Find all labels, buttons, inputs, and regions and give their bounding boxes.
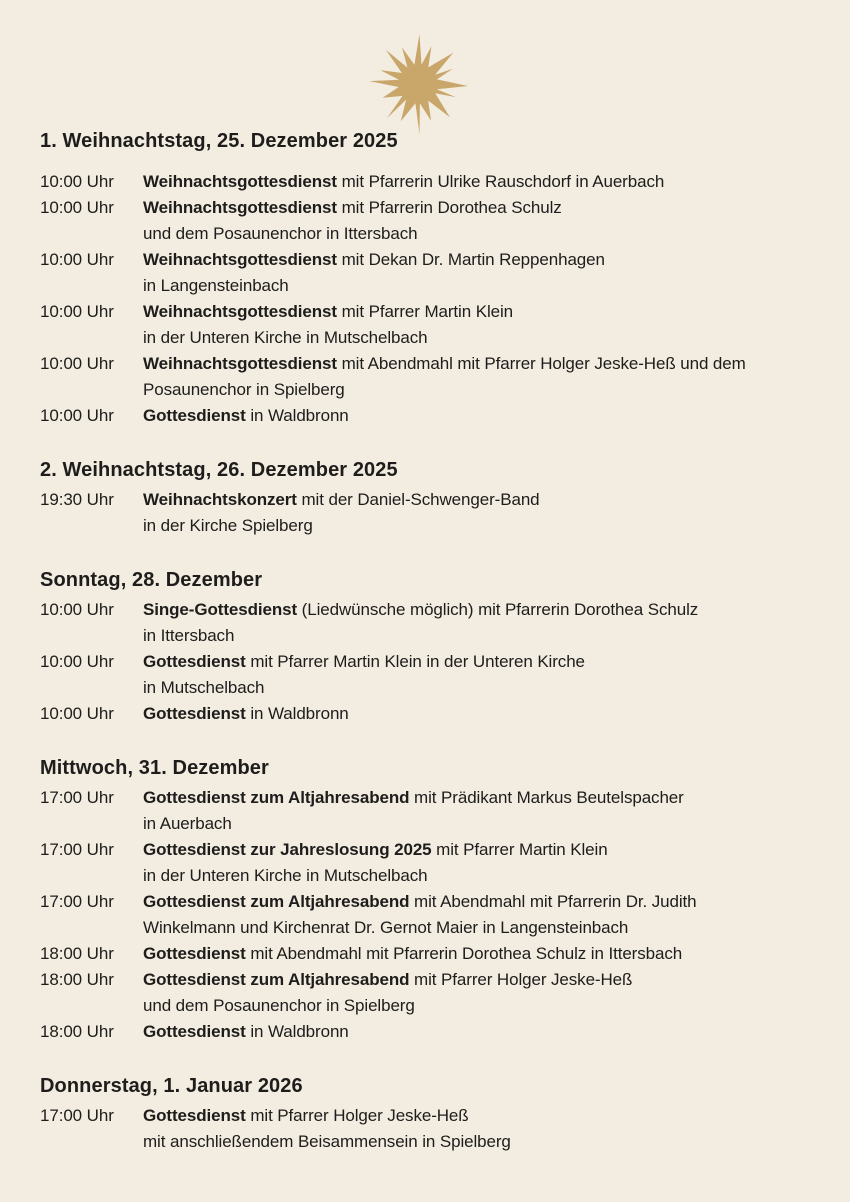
section-heading: 1. Weihnachtstag, 25. Dezember 2025: [40, 130, 398, 152]
event-row: [40, 351, 818, 403]
schedule-section: [40, 567, 818, 727]
event-line-continued: und dem Posaunenchor in Ittersbach: [143, 224, 418, 243]
event-line: Singe-Gottesdienst (Liedwünsche möglich) mit Pfarrerin Dorothea Schulz: [143, 600, 699, 619]
event-line-continued: Winkelmann und Kirchenrat Dr. Gernot Maier in Langensteinbach: [143, 918, 629, 937]
event-line-continued: in Auerbach: [143, 814, 232, 833]
event-row: [40, 889, 818, 941]
event-line: Weihnachtsgottesdienst mit Dekan Dr. Martin Reppenhagen: [143, 250, 605, 269]
event-description: [143, 351, 818, 403]
event-title: Weihnachtsgottesdienst: [143, 172, 337, 191]
event-row: [40, 597, 818, 649]
event-row: [40, 1103, 818, 1155]
event-time: 17:00 Uhr: [40, 788, 114, 807]
event-row: [40, 649, 818, 701]
event-title: Gottesdienst: [143, 944, 246, 963]
event-line-continued: in der Unteren Kirche in Mutschelbach: [143, 866, 428, 885]
event-title: Weihnachtsgottesdienst: [143, 354, 337, 373]
event-title: Gottesdienst: [143, 704, 246, 723]
event-line: Weihnachtskonzert mit der Daniel-Schwenger-Band: [143, 490, 540, 509]
section-heading: Mittwoch, 31. Dezember: [40, 757, 269, 779]
event-row: [40, 785, 818, 837]
section-heading: Sonntag, 28. Dezember: [40, 569, 263, 591]
event-time: 18:00 Uhr: [40, 1022, 114, 1041]
event-line-continued: Posaunenchor in Spielberg: [143, 380, 345, 399]
event-row: [40, 195, 818, 247]
event-line: Gottesdienst in Waldbronn: [143, 1022, 349, 1041]
event-time: 10:00 Uhr: [40, 354, 114, 373]
section-heading: Donnerstag, 1. Januar 2026: [40, 1075, 303, 1097]
event-row: [40, 403, 818, 429]
event-line: Gottesdienst zum Altjahresabend mit Prädikant Markus Beutelspacher: [143, 788, 684, 807]
event-row: [40, 1019, 818, 1045]
event-description: [143, 403, 818, 429]
event-description: [143, 967, 818, 1019]
event-time: 17:00 Uhr: [40, 892, 114, 911]
event-row: [40, 169, 818, 195]
event-line: Gottesdienst zur Jahreslosung 2025 mit Pfarrer Martin Klein: [143, 840, 608, 859]
schedule-section: [40, 755, 818, 1045]
event-line-continued: in der Unteren Kirche in Mutschelbach: [143, 328, 428, 347]
event-time: 10:00 Uhr: [40, 600, 114, 619]
event-time: 10:00 Uhr: [40, 172, 114, 191]
event-title: Gottesdienst: [143, 406, 246, 425]
event-description: [143, 837, 818, 889]
event-description: [143, 941, 818, 967]
event-title: Gottesdienst: [143, 652, 246, 671]
event-row: [40, 837, 818, 889]
event-row: [40, 701, 818, 727]
event-line-continued: mit anschließendem Beisammensein in Spielberg: [143, 1132, 511, 1151]
schedule-section: [40, 457, 818, 539]
event-line-continued: in Mutschelbach: [143, 678, 265, 697]
event-time: 10:00 Uhr: [40, 302, 114, 321]
event-title: Weihnachtsgottesdienst: [143, 302, 337, 321]
event-description: [143, 247, 818, 299]
event-title: Gottesdienst zum Altjahresabend: [143, 788, 410, 807]
event-time: 10:00 Uhr: [40, 652, 114, 671]
event-title: Gottesdienst zur Jahreslosung 2025: [143, 840, 432, 859]
service-schedule: [40, 0, 818, 1155]
event-line-continued: und dem Posaunenchor in Spielberg: [143, 996, 415, 1015]
event-description: [143, 701, 818, 727]
event-line: Weihnachtsgottesdienst mit Pfarrer Martin Klein: [143, 302, 514, 321]
event-row: [40, 941, 818, 967]
schedule-section: [40, 1073, 818, 1155]
event-line-continued: in der Kirche Spielberg: [143, 516, 313, 535]
event-description: [143, 889, 818, 941]
event-description: [143, 1103, 818, 1155]
event-title: Gottesdienst: [143, 1022, 246, 1041]
event-line: Gottesdienst zum Altjahresabend mit Abendmahl mit Pfarrerin Dr. Judith: [143, 892, 697, 911]
event-row: [40, 487, 818, 539]
event-time: 10:00 Uhr: [40, 250, 114, 269]
event-title: Weihnachtskonzert: [143, 490, 297, 509]
event-title: Weihnachtsgottesdienst: [143, 198, 337, 217]
event-time: 10:00 Uhr: [40, 704, 114, 723]
event-description: [143, 299, 818, 351]
event-title: Gottesdienst zum Altjahresabend: [143, 892, 410, 911]
event-line: Weihnachtsgottesdienst mit Abendmahl mit Pfarrer Holger Jeske-Heß und dem: [143, 354, 746, 373]
event-description: [143, 169, 818, 195]
event-line: Gottesdienst zum Altjahresabend mit Pfarrer Holger Jeske-Heß: [143, 970, 633, 989]
event-description: [143, 597, 818, 649]
event-title: Gottesdienst zum Altjahresabend: [143, 970, 410, 989]
event-row: [40, 967, 818, 1019]
event-row: [40, 247, 818, 299]
event-title: Singe-Gottesdienst: [143, 600, 298, 619]
event-time: 17:00 Uhr: [40, 1106, 114, 1125]
event-description: [143, 195, 818, 247]
event-time: 18:00 Uhr: [40, 944, 114, 963]
schedule-section: [40, 128, 818, 429]
event-line: Gottesdienst mit Abendmahl mit Pfarrerin Dorothea Schulz in Ittersbach: [143, 944, 683, 963]
event-line: Gottesdienst mit Pfarrer Holger Jeske-Heß: [143, 1106, 469, 1125]
event-title: Weihnachtsgottesdienst: [143, 250, 337, 269]
event-time: 18:00 Uhr: [40, 970, 114, 989]
event-description: [143, 649, 818, 701]
event-time: 19:30 Uhr: [40, 490, 114, 509]
event-line: Gottesdienst mit Pfarrer Martin Klein in der Unteren Kirche: [143, 652, 585, 671]
event-line: Weihnachtsgottesdienst mit Pfarrerin Ulrike Rauschdorf in Auerbach: [143, 172, 665, 191]
event-line: Gottesdienst in Waldbronn: [143, 704, 349, 723]
event-time: 10:00 Uhr: [40, 406, 114, 425]
section-heading: 2. Weihnachtstag, 26. Dezember 2025: [40, 459, 398, 481]
event-description: [143, 487, 818, 539]
event-time: 10:00 Uhr: [40, 198, 114, 217]
event-time: 17:00 Uhr: [40, 840, 114, 859]
event-title: Gottesdienst: [143, 1106, 246, 1125]
event-line: Weihnachtsgottesdienst mit Pfarrerin Dorothea Schulz: [143, 198, 562, 217]
event-line-continued: in Ittersbach: [143, 626, 235, 645]
event-line-continued: in Langensteinbach: [143, 276, 289, 295]
event-description: [143, 785, 818, 837]
event-description: [143, 1019, 818, 1045]
event-row: [40, 299, 818, 351]
event-line: Gottesdienst in Waldbronn: [143, 406, 349, 425]
